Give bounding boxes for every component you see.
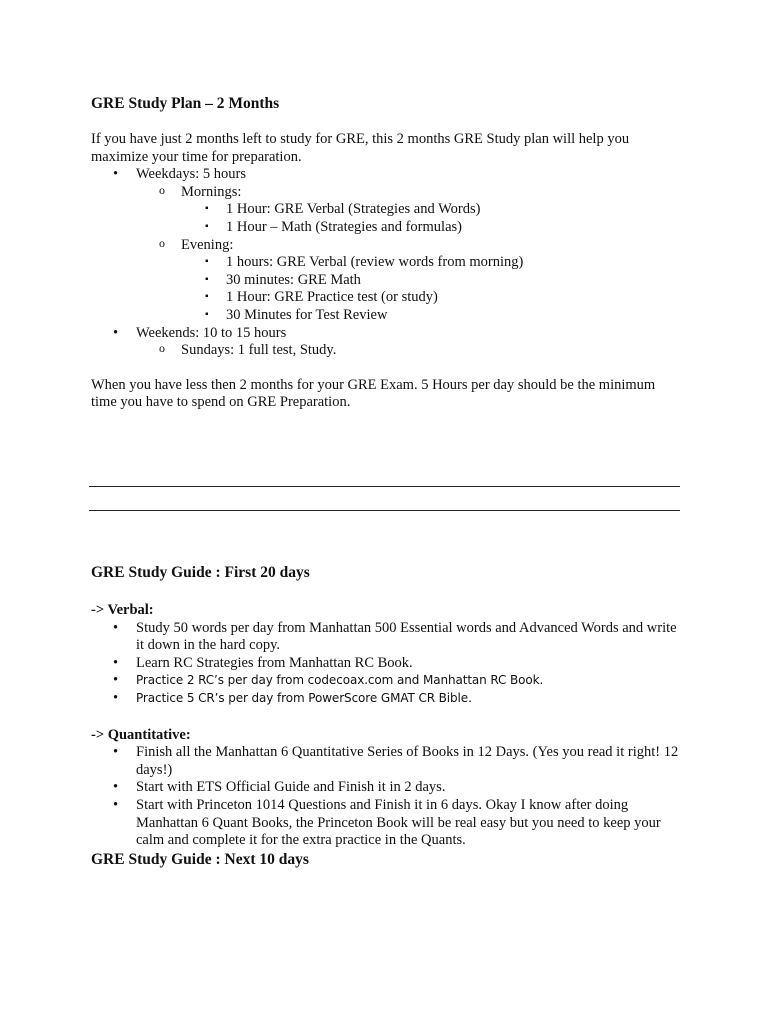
disc-bullet-icon: • [113,779,119,796]
list-item [181,254,681,272]
square-bullet-icon: ▪ [205,256,209,268]
circle-bullet-icon: o [159,182,165,197]
quantitative-list [91,744,681,850]
list-item [91,620,681,655]
list-item-text: Learn RC Strategies from Manhattan RC Book. [136,654,413,671]
verbal-heading: -> Verbal: [91,602,154,618]
list-item-text: Practice 5 CR’s per day from PowerScore GMAT CR Bible. [136,690,472,705]
list-item [91,672,681,690]
disc-bullet-icon: • [113,689,119,706]
verbal-list [91,620,681,708]
list-item [91,655,681,673]
list-item-weekdays [91,166,681,324]
square-bullet-icon: ▪ [205,220,209,232]
list-item [181,219,681,237]
square-bullet-icon: ▪ [205,291,209,303]
list-item-text: 30 Minutes for Test Review [226,306,388,323]
disc-bullet-icon: • [113,324,119,341]
study-plan-list [91,166,681,360]
mornings-label: Mornings: [181,183,242,200]
first-20-days-title: GRE Study Guide : First 20 days [91,564,310,581]
list-item-text: Finish all the Manhattan 6 Quantitative Series of Books in 12 Days. (Yes you read it right! 12 days!) [136,744,679,778]
list-item-text: 1 Hour: GRE Practice test (or study) [226,289,438,306]
disc-bullet-icon: • [113,672,119,689]
weekends-label: Weekends: 10 to 15 hours [136,324,287,341]
list-item [181,201,681,219]
disc-bullet-icon: • [113,796,119,813]
list-item-text: 1 Hour – Math (Strategies and formulas) [226,218,462,235]
list-item [91,779,681,797]
square-bullet-icon: ▪ [205,273,209,285]
study-plan-closing: When you have less then 2 months for your GRE Exam. 5 Hours per day should be the minimum time you have to spend on GRE Preparation. [91,376,656,411]
list-item [91,744,681,779]
list-item [91,797,681,850]
list-item-sundays [136,342,681,360]
list-item-text: Practice 2 RC’s per day from codecoax.com and Manhattan RC Book. [136,673,544,688]
list-item-evening [136,237,681,325]
list-item [181,272,681,290]
list-item [181,307,681,325]
list-item-text: Start with ETS Official Guide and Finish it in 2 days. [136,779,446,796]
square-bullet-icon: ▪ [205,308,209,320]
study-guide-section [91,563,681,870]
disc-bullet-icon: • [113,654,119,671]
list-item [91,690,681,708]
disc-bullet-icon: • [113,166,119,183]
disc-bullet-icon: • [113,619,119,636]
list-item [181,289,681,307]
weekdays-sublist [136,184,681,325]
evening-sublist [181,254,681,324]
list-item-weekends [91,325,681,360]
horizontal-divider [89,510,680,511]
list-item-text: 1 Hour: GRE Verbal (Strategies and Words) [226,201,481,218]
horizontal-divider [89,486,680,487]
list-item-mornings [136,184,681,237]
list-item-text: Start with Princeton 1014 Questions and Finish it in 6 days. Okay I know after doing Manhattan 6 Quant Books, the Princeton Book will be real easy but you need to keep your calm and complete it for the extra practice in the Quants. [136,796,661,849]
weekdays-label: Weekdays: 5 hours [136,166,246,183]
circle-bullet-icon: o [159,341,165,356]
list-item-text: 1 hours: GRE Verbal (review words from morning) [226,254,524,271]
study-plan-title: GRE Study Plan – 2 Months [91,95,280,112]
disc-bullet-icon: • [113,744,119,761]
study-plan-intro: If you have just 2 months left to study for GRE, this 2 months GRE Study plan will help you maximize your time for preparation. [91,131,630,165]
list-item-text: Sundays: 1 full test, Study. [181,342,337,359]
mornings-sublist [181,201,681,236]
evening-label: Evening: [181,236,234,253]
quantitative-heading: -> Quantitative: [91,726,191,743]
list-item-text: 30 minutes: GRE Math [226,271,361,288]
circle-bullet-icon: o [159,235,165,250]
weekends-sublist [136,342,681,360]
study-plan-section [91,94,681,412]
next-10-days-title: GRE Study Guide : Next 10 days [91,850,309,868]
square-bullet-icon: ▪ [205,203,209,215]
list-item-text: Study 50 words per day from Manhattan 500 Essential words and Advanced Words and write it down in the hard copy. [136,619,677,654]
